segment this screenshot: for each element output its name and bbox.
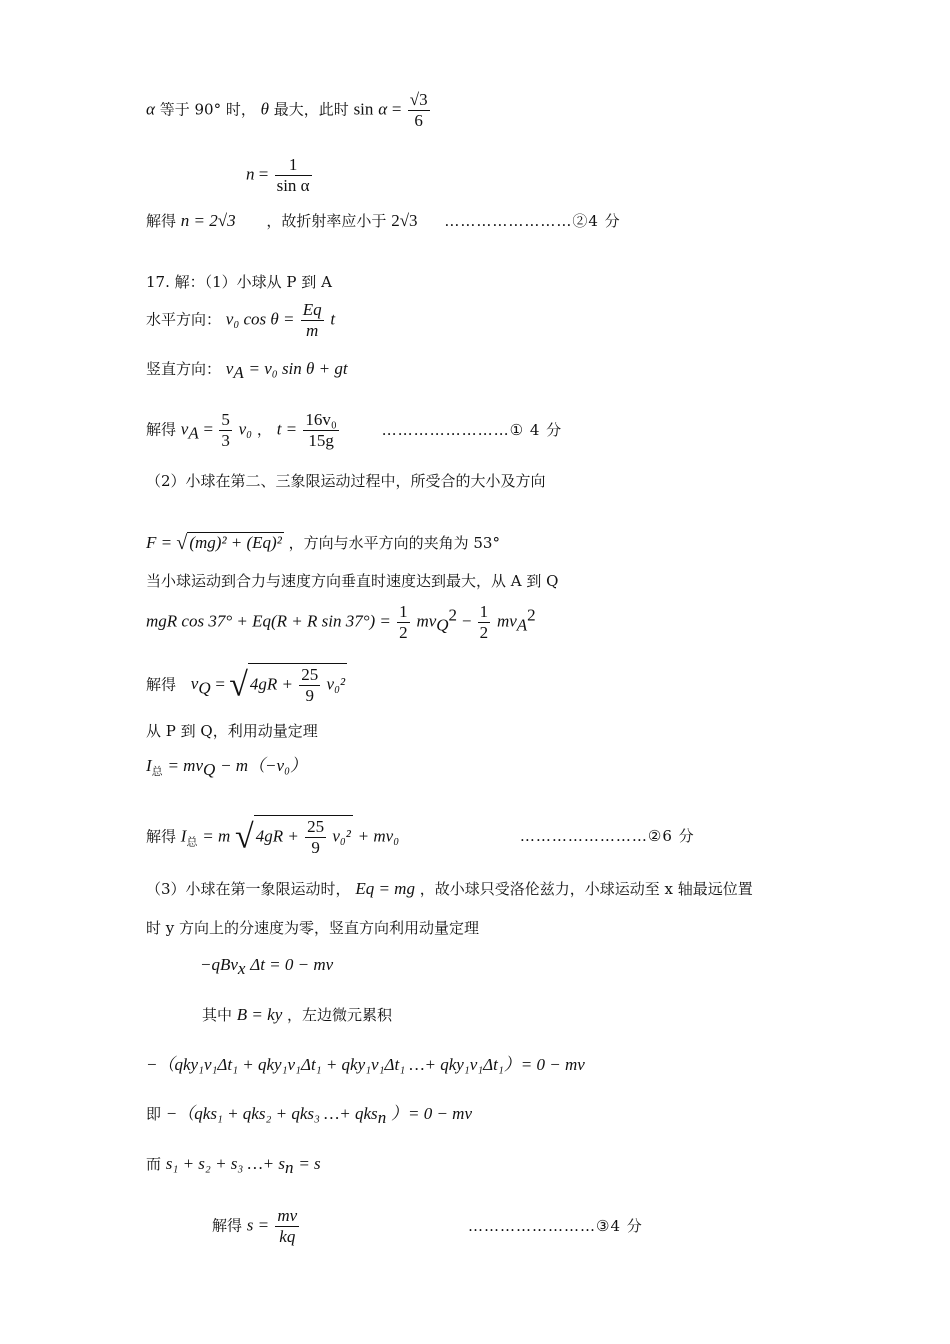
v0-squared: v₀² [326,674,346,694]
line-vertical [146,360,348,382]
frac-den: kq [279,1227,296,1246]
fraction-25-over-9 [305,817,326,858]
sub-total: 总 [151,765,163,778]
direction-text: ，方向与水平方向的夹角为 53° [288,534,500,552]
fraction-16v0-over-15g [303,410,338,451]
t-equals: t = [276,419,302,439]
b-equals-ky: B = ky [236,1005,283,1024]
sub-q: Q [436,615,449,635]
v-symbol: v [225,359,234,378]
line-sum-s [146,1105,472,1127]
sup-2: 2 [527,605,536,625]
fraction-1-over-sin [275,155,312,196]
fraction-25-over-9 [299,665,320,706]
sup-2: 2 [448,605,458,625]
theta-symbol: θ [260,99,269,119]
equals-sign: = [215,674,230,694]
line-part3-cont: 时 y 方向上的分速度为零，竖直方向利用动量定理 [146,919,480,937]
i-symbol: I [180,826,187,846]
fraction-5-over-3 [219,410,232,451]
frac-den: 6 [414,111,423,130]
sqrt-content [254,815,353,858]
equals-zero-mv: ）= 0 − mv [390,1104,472,1123]
sqrt-term: 4gR + [249,674,298,694]
v-symbol: v [180,419,189,439]
solve-label: 解得 [146,420,177,439]
frac-den: 2 [399,623,408,642]
line-sum-expansion: −（qky₁v₁Δt₁ + qky₁v₁Δt₁ + qky₁v₁Δt₁ …+ qky₁v₁Δt₁）= 0 − mv [146,1055,585,1074]
v-symbol: v [190,674,199,694]
sum-s: s₁ + s₂ + s₃ …+ s [165,1154,286,1173]
text-max-then: 最大，此时 [273,100,349,119]
sub-a: A [233,363,244,382]
equals-sign: = [391,99,406,119]
frac-num: 5 [221,410,230,429]
i-symbol: I [146,756,152,775]
solve-label: 解得 [146,827,177,846]
line-energy-eq [146,602,536,643]
text-refraction-less: ，故折射率应小于 [266,212,387,230]
frac-den: sin α [276,176,310,195]
accumulate-text: ，左边微元累积 [287,1006,393,1024]
minus-m-v0: − m（−v₀） [220,756,307,775]
sum-qks: −（qks₁ + qks₂ + qks₃ …+ qks [165,1104,378,1123]
solve-label: 解得 [146,675,177,694]
sqrt-icon: √ [235,818,254,856]
solve-label: 解得 [146,212,177,230]
comma: ， [256,420,272,439]
frac-den: 3 [221,431,230,450]
sub-n: n [285,1158,294,1177]
score-mark: ……………………②6 分 [519,827,695,846]
frac-num: 25 [307,817,325,836]
frac-den: 15g [308,431,334,450]
frac-den: 9 [311,838,320,857]
frac-num: mv [277,1206,298,1225]
line-result-n [146,212,621,230]
frac-num: 16v₀ [305,410,337,429]
frac-num: 1 [275,155,312,176]
score-mark: ……………………③4 分 [468,1216,643,1235]
frac-num: 25 [301,665,319,684]
minus-sign: − [461,611,476,631]
frac-num: 1 [479,602,489,621]
sqrt-term: 4gR + [255,826,304,846]
mv-symbol: mv [416,611,437,631]
line-solve-va-t [146,410,562,451]
line-solve-impulse [146,815,695,858]
line-max-speed: 当小球运动到合力与速度方向垂直时速度达到最大，从 A 到 Q [146,572,559,590]
fraction-sqrt3-over-6 [408,90,430,131]
alpha-symbol: α [146,99,155,119]
fraction-mv-over-kq [275,1206,299,1247]
where-label: 其中 [202,1006,233,1024]
sin-text: sin [353,99,374,119]
score-mark: ……………………②4 分 [444,212,621,230]
namely-label: 即 [146,1105,162,1123]
sub-n: n [377,1108,387,1127]
equals-m: = m [202,826,231,846]
question-17-title: 17. 解：（1）小球从 P 到 A [146,273,332,291]
alpha-symbol-2: α [378,99,388,119]
and-label: 而 [146,1155,162,1173]
line-part3-intro [146,880,753,898]
frac-den: m [306,321,319,340]
vertical-label: 竖直方向： [146,360,222,378]
equals-sign: = [258,164,273,184]
sub-a: A [188,423,199,443]
sub-q: Q [203,760,216,779]
line-solve-s [212,1206,643,1247]
line-alpha-90 [146,90,432,131]
text-equals-90: 等于 90° 时， [159,100,256,119]
t-symbol: t [330,309,336,329]
frac-num: √3 [409,90,428,109]
line-lorentz-momentum [200,956,333,978]
equals-s: = s [298,1154,321,1173]
line-part2-intro: （2）小球在第二、三象限运动过程中，所受合的大小及方向 [146,472,546,490]
v0-cos-theta: v₀ cos θ = [225,309,299,329]
frac-num: 1 [399,602,408,621]
line-horizontal [146,300,335,341]
line-momentum-theorem: 从 P 到 Q，利用动量定理 [146,722,318,740]
fraction-half-1 [397,602,410,643]
equals-mv: = mv [167,756,203,775]
sqrt-icon: √ [229,666,248,704]
value-2sqrt3: 2√3 [391,211,418,230]
minus-qbv: −qBv [200,955,238,974]
solve-label: 解得 [212,1216,243,1235]
sub-a: A [516,615,528,635]
sqrt-content: (mg)² + (Eq)² [189,533,282,552]
part3-text-c: ，故小球只受洛伦兹力，小球运动至 x 轴最远位置 [419,880,753,898]
sub-total: 总 [186,835,198,849]
line-b-equals-ky [202,1006,392,1024]
horizontal-label: 水平方向： [146,310,222,329]
frac-den: 9 [305,686,315,705]
vertical-formula: = v₀ sin θ + gt [248,359,348,378]
line-total-s [146,1155,321,1177]
line-impulse [146,757,307,781]
fraction-half-2 [478,602,491,643]
line-solve-vq [146,663,347,706]
part3-text-a: （3）小球在第一象限运动时， [146,880,351,898]
sqrt-content [248,663,347,706]
v0-symbol: v₀ [238,419,253,439]
score-mark: ……………………① 4 分 [381,420,563,439]
mv-symbol: mv [496,611,517,631]
line-force-f [146,532,500,552]
n-equals-2sqrt3: n = 2√3 [180,211,236,230]
line-n-formula [246,155,314,196]
fraction-eq-over-m [301,300,324,341]
equals-sign: = [203,419,218,439]
v0-squared: v₀² [332,826,351,846]
frac-den: 2 [479,623,489,642]
f-equals: F = [146,533,177,552]
energy-left: mgR cos 37° + Eq(R + R sin 37°) = [146,611,396,631]
sqrt-icon: √ [176,532,188,554]
eq-equals-mg: Eq = mg [355,879,415,898]
frac-num: Eq [302,300,322,319]
plus-mv0: + mv₀ [357,826,400,846]
dt-equals: Δt = 0 − mv [250,955,334,974]
sub-q: Q [198,678,211,698]
n-symbol: n [246,164,255,184]
sub-x: x [237,959,246,978]
s-equals: s = [246,1215,274,1235]
